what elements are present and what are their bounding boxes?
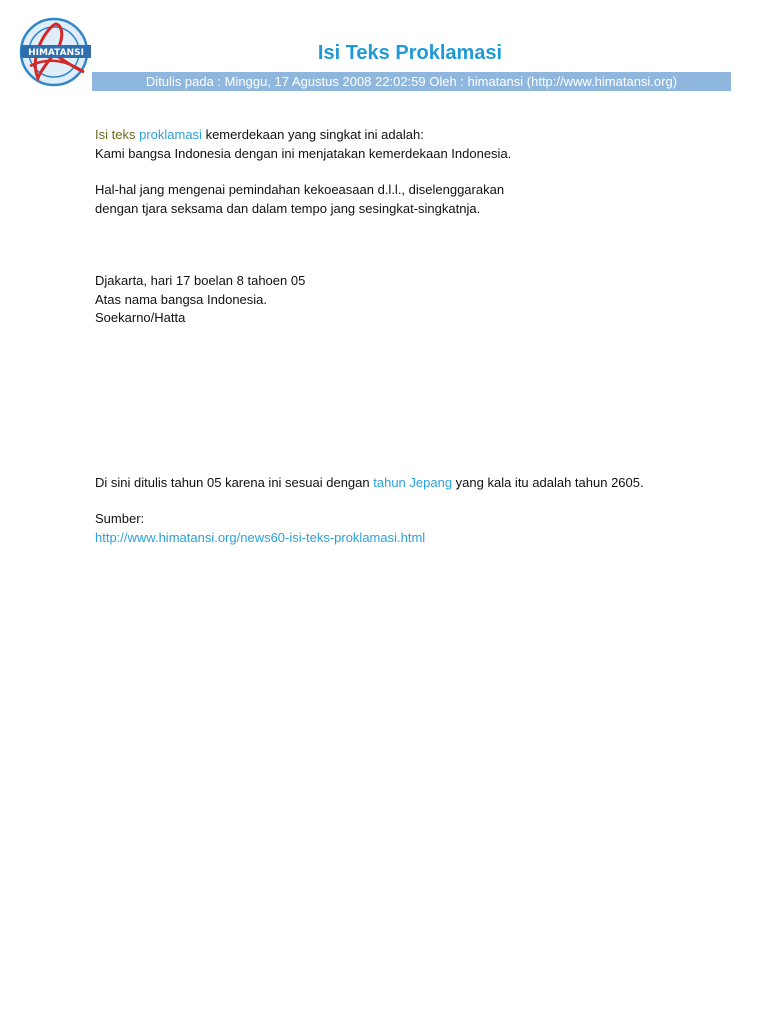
intro-paragraph [95, 126, 735, 145]
page-title: Isi Teks Proklamasi [317, 42, 503, 64]
signature-names: Soekarno/Hatta [95, 310, 186, 325]
tahun-jepang-link[interactable]: tahun Jepang [373, 474, 453, 490]
year-note-start: Di sini ditulis tahun 05 karena ini sesuai dengan [95, 474, 370, 490]
proclamation-line-1: Kami bangsa Indonesia dengan ini menjatakan kemerdekaan Indonesia. [95, 145, 512, 161]
intro-text-end: kemerdekaan yang singkat ini adalah: [205, 127, 424, 142]
proklamasi-link[interactable]: proklamasi [139, 127, 202, 142]
signature-on-behalf: Atas nama bangsa Indonesia. [95, 291, 268, 307]
logo-icon [18, 16, 94, 88]
proclamation-line-2: Hal-hal jang mengenai pemindahan kekoeasaan d.l.l., diselenggarakan [95, 182, 505, 197]
source-url-link[interactable]: http://www.himatansi.org/news60-isi-teks-proklamasi.html [95, 529, 426, 545]
year-note-end: yang kala itu adalah tahun 2605. [455, 474, 644, 490]
himatansi-logo [18, 16, 94, 88]
article-body [95, 126, 735, 547]
meta-info-bar: Ditulis pada : Minggu, 17 Agustus 2008 22:02:59 Oleh : himatansi (http://www.himatansi.org) [92, 72, 731, 91]
signature-place-date: Djakarta, hari 17 boelan 8 tahoen 05 [95, 273, 306, 288]
svg-text:HIMATANSI: HIMATANSI [28, 48, 84, 58]
year-note [95, 474, 735, 493]
proclamation-line-3: dengan tjara seksama dan dalam tempo jang sesingkat-singkatnja. [95, 200, 481, 216]
source-label: Sumber: [95, 511, 145, 526]
intro-text-start: Isi teks [95, 127, 136, 142]
